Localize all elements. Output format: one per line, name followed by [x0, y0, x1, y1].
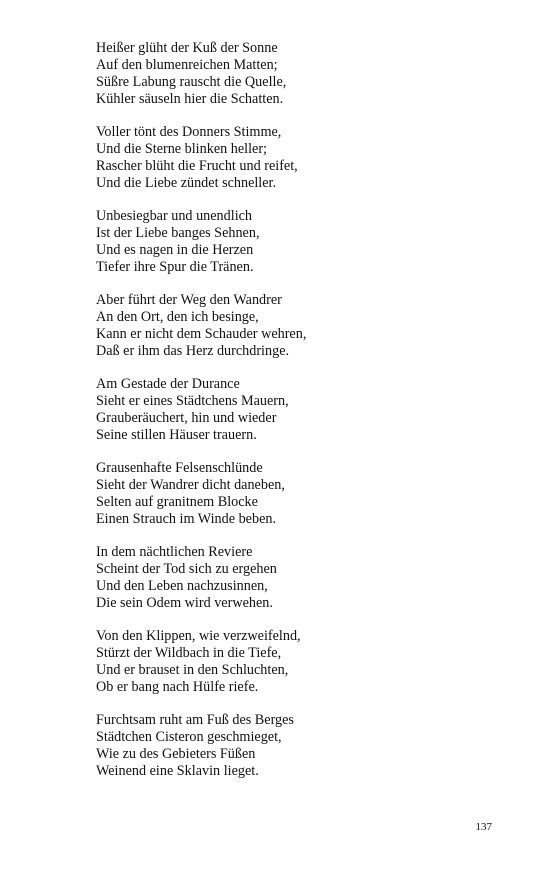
verse-line: Furchtsam ruht am Fuß des Berges — [96, 712, 294, 728]
verse-line: Voller tönt des Donners Stimme, — [96, 124, 282, 140]
stanza-3 — [96, 208, 496, 276]
verse-line: Auf den blumenreichen Matten; — [96, 57, 278, 73]
verse-line: Von den Klippen, wie verzweifelnd, — [96, 628, 301, 644]
stanza-4 — [96, 292, 496, 360]
verse-line: Und den Leben nachzusinnen, — [96, 578, 268, 594]
verse-line: Einen Strauch im Winde beben. — [96, 511, 277, 527]
verse-line: Sieht er eines Städtchens Mauern, — [96, 393, 289, 409]
verse-line: Unbesiegbar und unendlich — [96, 208, 253, 224]
verse-line: Und er brauset in den Schluchten, — [96, 662, 289, 678]
verse-line: Stürzt der Wildbach in die Tiefe, — [96, 645, 282, 661]
verse-line: Seine stillen Häuser trauern. — [96, 427, 257, 443]
verse-line: In dem nächtlichen Reviere — [96, 544, 253, 560]
verse-line: Heißer glüht der Kuß der Sonne — [96, 40, 278, 56]
stanza-7 — [96, 544, 496, 612]
verse-line: Ist der Liebe banges Sehnen, — [96, 225, 260, 241]
poem — [96, 40, 496, 796]
verse-line: Ob er bang nach Hülfe riefe. — [96, 679, 259, 695]
stanza-2 — [96, 124, 496, 192]
verse-line: Städtchen Cisteron geschmieget, — [96, 729, 282, 745]
verse-line: Und es nagen in die Herzen — [96, 242, 254, 258]
verse-line: Selten auf granitnem Blocke — [96, 494, 258, 510]
stanza-9 — [96, 712, 496, 780]
verse-line: Scheint der Tod sich zu ergehen — [96, 561, 277, 577]
verse-line: Grausenhafte Felsenschlünde — [96, 460, 263, 476]
stanza-1 — [96, 40, 496, 108]
verse-line: Grauberäuchert, hin und wieder — [96, 410, 277, 426]
verse-line: Sieht der Wandrer dicht daneben, — [96, 477, 285, 493]
page-number: 137 — [475, 821, 492, 833]
verse-line: Und die Sterne blinken heller; — [96, 141, 267, 157]
verse-line: Kann er nicht dem Schauder wehren, — [96, 326, 307, 342]
stanza-8 — [96, 628, 496, 696]
verse-line: Süßre Labung rauscht die Quelle, — [96, 74, 287, 90]
verse-line: Am Gestade der Durance — [96, 376, 240, 392]
verse-line: Aber führt der Weg den Wandrer — [96, 292, 282, 308]
verse-line: An den Ort, den ich besinge, — [96, 309, 259, 325]
stanza-5 — [96, 376, 496, 444]
stanza-6 — [96, 460, 496, 528]
verse-line: Kühler säuseln hier die Schatten. — [96, 91, 284, 107]
verse-line: Wie zu des Gebieters Füßen — [96, 746, 256, 762]
verse-line: Und die Liebe zündet schneller. — [96, 175, 277, 191]
verse-line: Rascher blüht die Frucht und reifet, — [96, 158, 298, 174]
verse-line: Weinend eine Sklavin lieget. — [96, 763, 259, 779]
verse-line: Die sein Odem wird verwehen. — [96, 595, 273, 611]
verse-line: Tiefer ihre Spur die Tränen. — [96, 259, 254, 275]
verse-line: Daß er ihm das Herz durchdringe. — [96, 343, 290, 359]
